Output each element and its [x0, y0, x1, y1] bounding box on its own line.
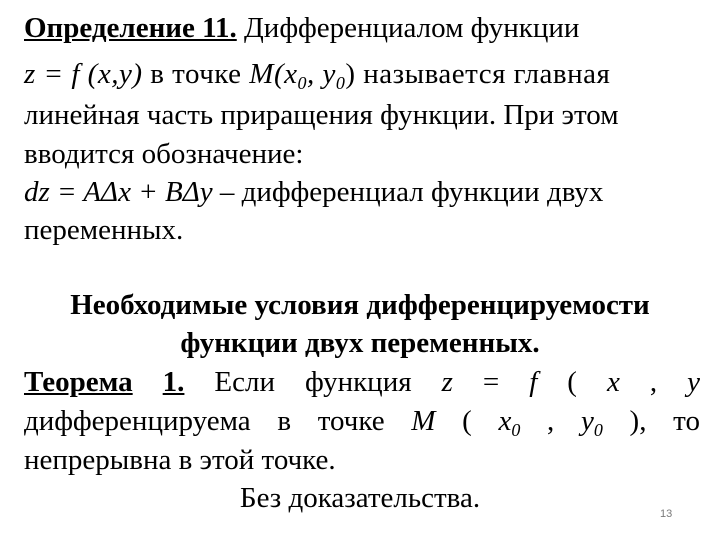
- theorem-paren-2: (: [462, 405, 472, 437]
- theorem-comma-2: ,: [547, 405, 555, 437]
- theorem-x: x: [606, 366, 620, 398]
- theorem-comma: ,: [649, 366, 658, 398]
- theorem-f: f: [529, 366, 538, 398]
- at-point-text: в точке: [150, 58, 242, 90]
- theorem-M: M: [411, 405, 436, 437]
- differential-formula: dz = AΔx + BΔy: [24, 176, 213, 208]
- page-number: 13: [660, 508, 673, 520]
- theorem-differentiable: дифференцируема: [24, 405, 251, 437]
- no-proof-note: Без доказательства.: [239, 482, 481, 514]
- theorem-in: в: [277, 405, 292, 437]
- definition-line-5: [24, 174, 700, 210]
- theorem-function-word: функция: [305, 366, 412, 398]
- definition-text: Дифференциалом функции: [236, 12, 580, 44]
- theorem-if: Если: [214, 366, 275, 398]
- theorem-y0: $y_0$: [580, 405, 603, 440]
- point-M: $M(x_0$, $y_0$: [249, 58, 346, 93]
- theorem-paren: (: [567, 366, 577, 398]
- theorem-line-1: [24, 364, 700, 400]
- point-close: ): [345, 58, 356, 90]
- theorem-number: 1.: [162, 366, 185, 398]
- theorem-line-3: непрерывна в этой точке.: [24, 444, 336, 476]
- theorem-close: ),: [629, 405, 647, 437]
- definition-line-6: переменных.: [24, 214, 184, 246]
- theorem-y: y: [687, 366, 700, 398]
- called-text: называется главная: [363, 58, 611, 90]
- definition-line-3: линейная часть приращения функции. При этом: [24, 99, 619, 131]
- section-heading-line-2: функции двух переменных.: [180, 327, 540, 359]
- theorem-point-word: точке: [317, 405, 385, 437]
- theorem-then: то: [673, 405, 700, 437]
- theorem-x0: $x_0$: [498, 405, 521, 440]
- definition-line-1: [24, 10, 700, 46]
- definition-line-4: вводится обозначение:: [24, 138, 304, 170]
- theorem-eq: =: [482, 366, 500, 398]
- definition-line-2: [24, 56, 700, 101]
- theorem-z: z: [441, 366, 453, 398]
- section-heading-line-1: Необходимые условия дифференцируемости: [70, 289, 650, 321]
- formula-description: – дифференциал функции двух: [212, 176, 604, 208]
- theorem-title: Теорема: [24, 366, 133, 398]
- definition-title: Определение 11.: [24, 12, 237, 44]
- function-expression: z = f (x,y): [24, 58, 143, 90]
